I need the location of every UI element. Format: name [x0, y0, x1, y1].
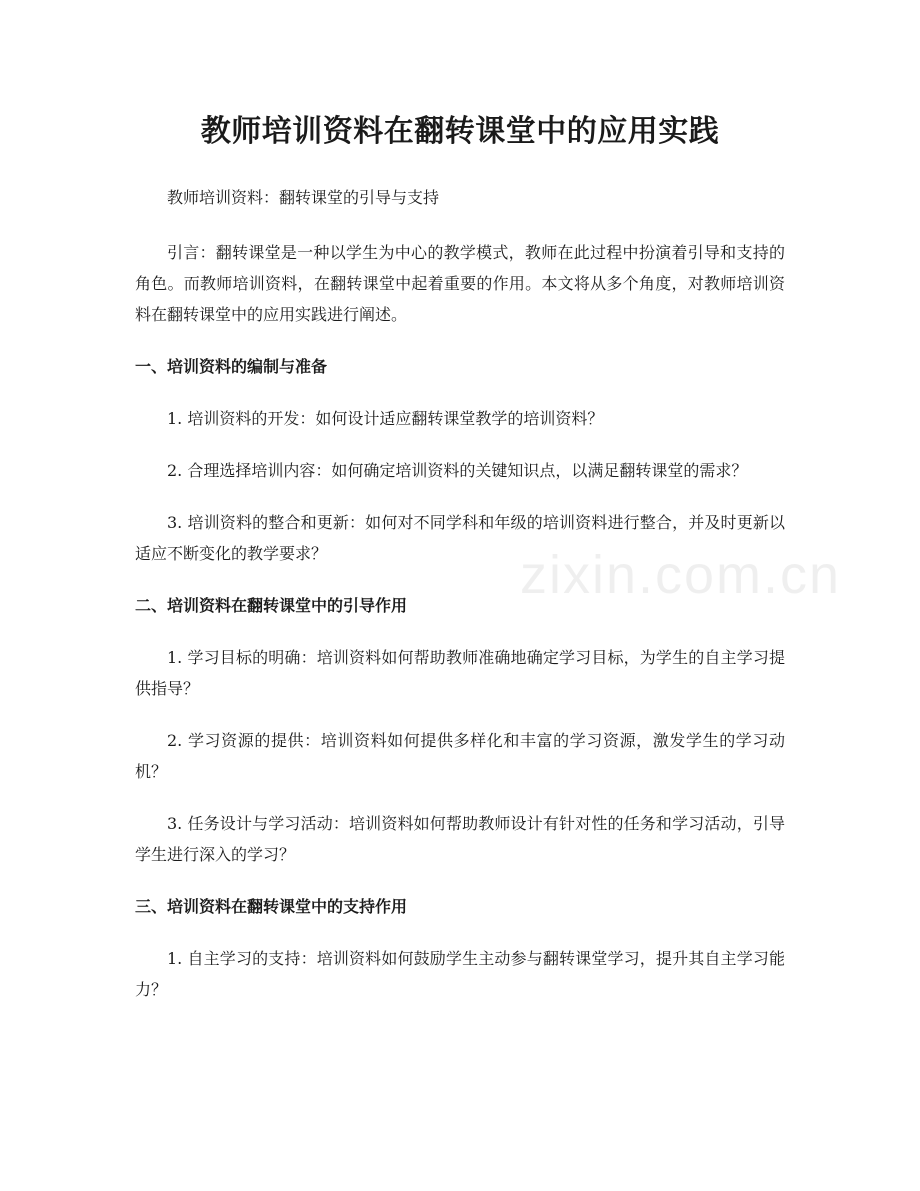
section-heading: 三、培训资料在翻转课堂中的支持作用 [135, 897, 408, 916]
list-item: 2. 学习资源的提供：培训资料如何提供多样化和丰富的学习资源，激发学生的学习动机？ [135, 731, 785, 781]
section-1 [135, 351, 785, 569]
list-item: 2. 合理选择培训内容：如何确定培训资料的关键知识点，以满足翻转课堂的需求？ [167, 461, 748, 480]
watermark: zixin.com.cn [520, 545, 842, 605]
section-heading: 二、培训资料在翻转课堂中的引导作用 [135, 596, 408, 615]
section-3 [135, 891, 785, 1005]
list-item: 3. 培训资料的整合和更新：如何对不同学科和年级的培训资料进行整合，并及时更新以适应不断变化的教学要求？ [135, 513, 785, 563]
section-2 [135, 590, 785, 870]
document-body [135, 108, 785, 1026]
list-item: 3. 任务设计与学习活动：培训资料如何帮助教师设计有针对性的任务和学习活动，引导学生进行深入的学习？ [135, 814, 785, 864]
section-heading: 一、培训资料的编制与准备 [135, 357, 328, 376]
list-item: 1. 培训资料的开发：如何设计适应翻转课堂教学的培训资料？ [167, 409, 604, 428]
intro-paragraph: 引言：翻转课堂是一种以学生为中心的教学模式，教师在此过程中扮演着引导和支持的角色。而教师培训资料，在翻转课堂中起着重要的作用。本文将从多个角度，对教师培训资料在翻转课堂中的应用实践进行阐述。 [135, 243, 785, 324]
list-item: 1. 学习目标的明确：培训资料如何帮助教师准确地确定学习目标，为学生的自主学习提供指导？ [135, 648, 785, 698]
list-item: 1. 自主学习的支持：培训资料如何鼓励学生主动参与翻转课堂学习，提升其自主学习能力？ [135, 949, 785, 999]
document-subtitle: 教师培训资料：翻转课堂的引导与支持 [167, 188, 440, 207]
document-title: 教师培训资料在翻转课堂中的应用实践 [200, 114, 720, 149]
